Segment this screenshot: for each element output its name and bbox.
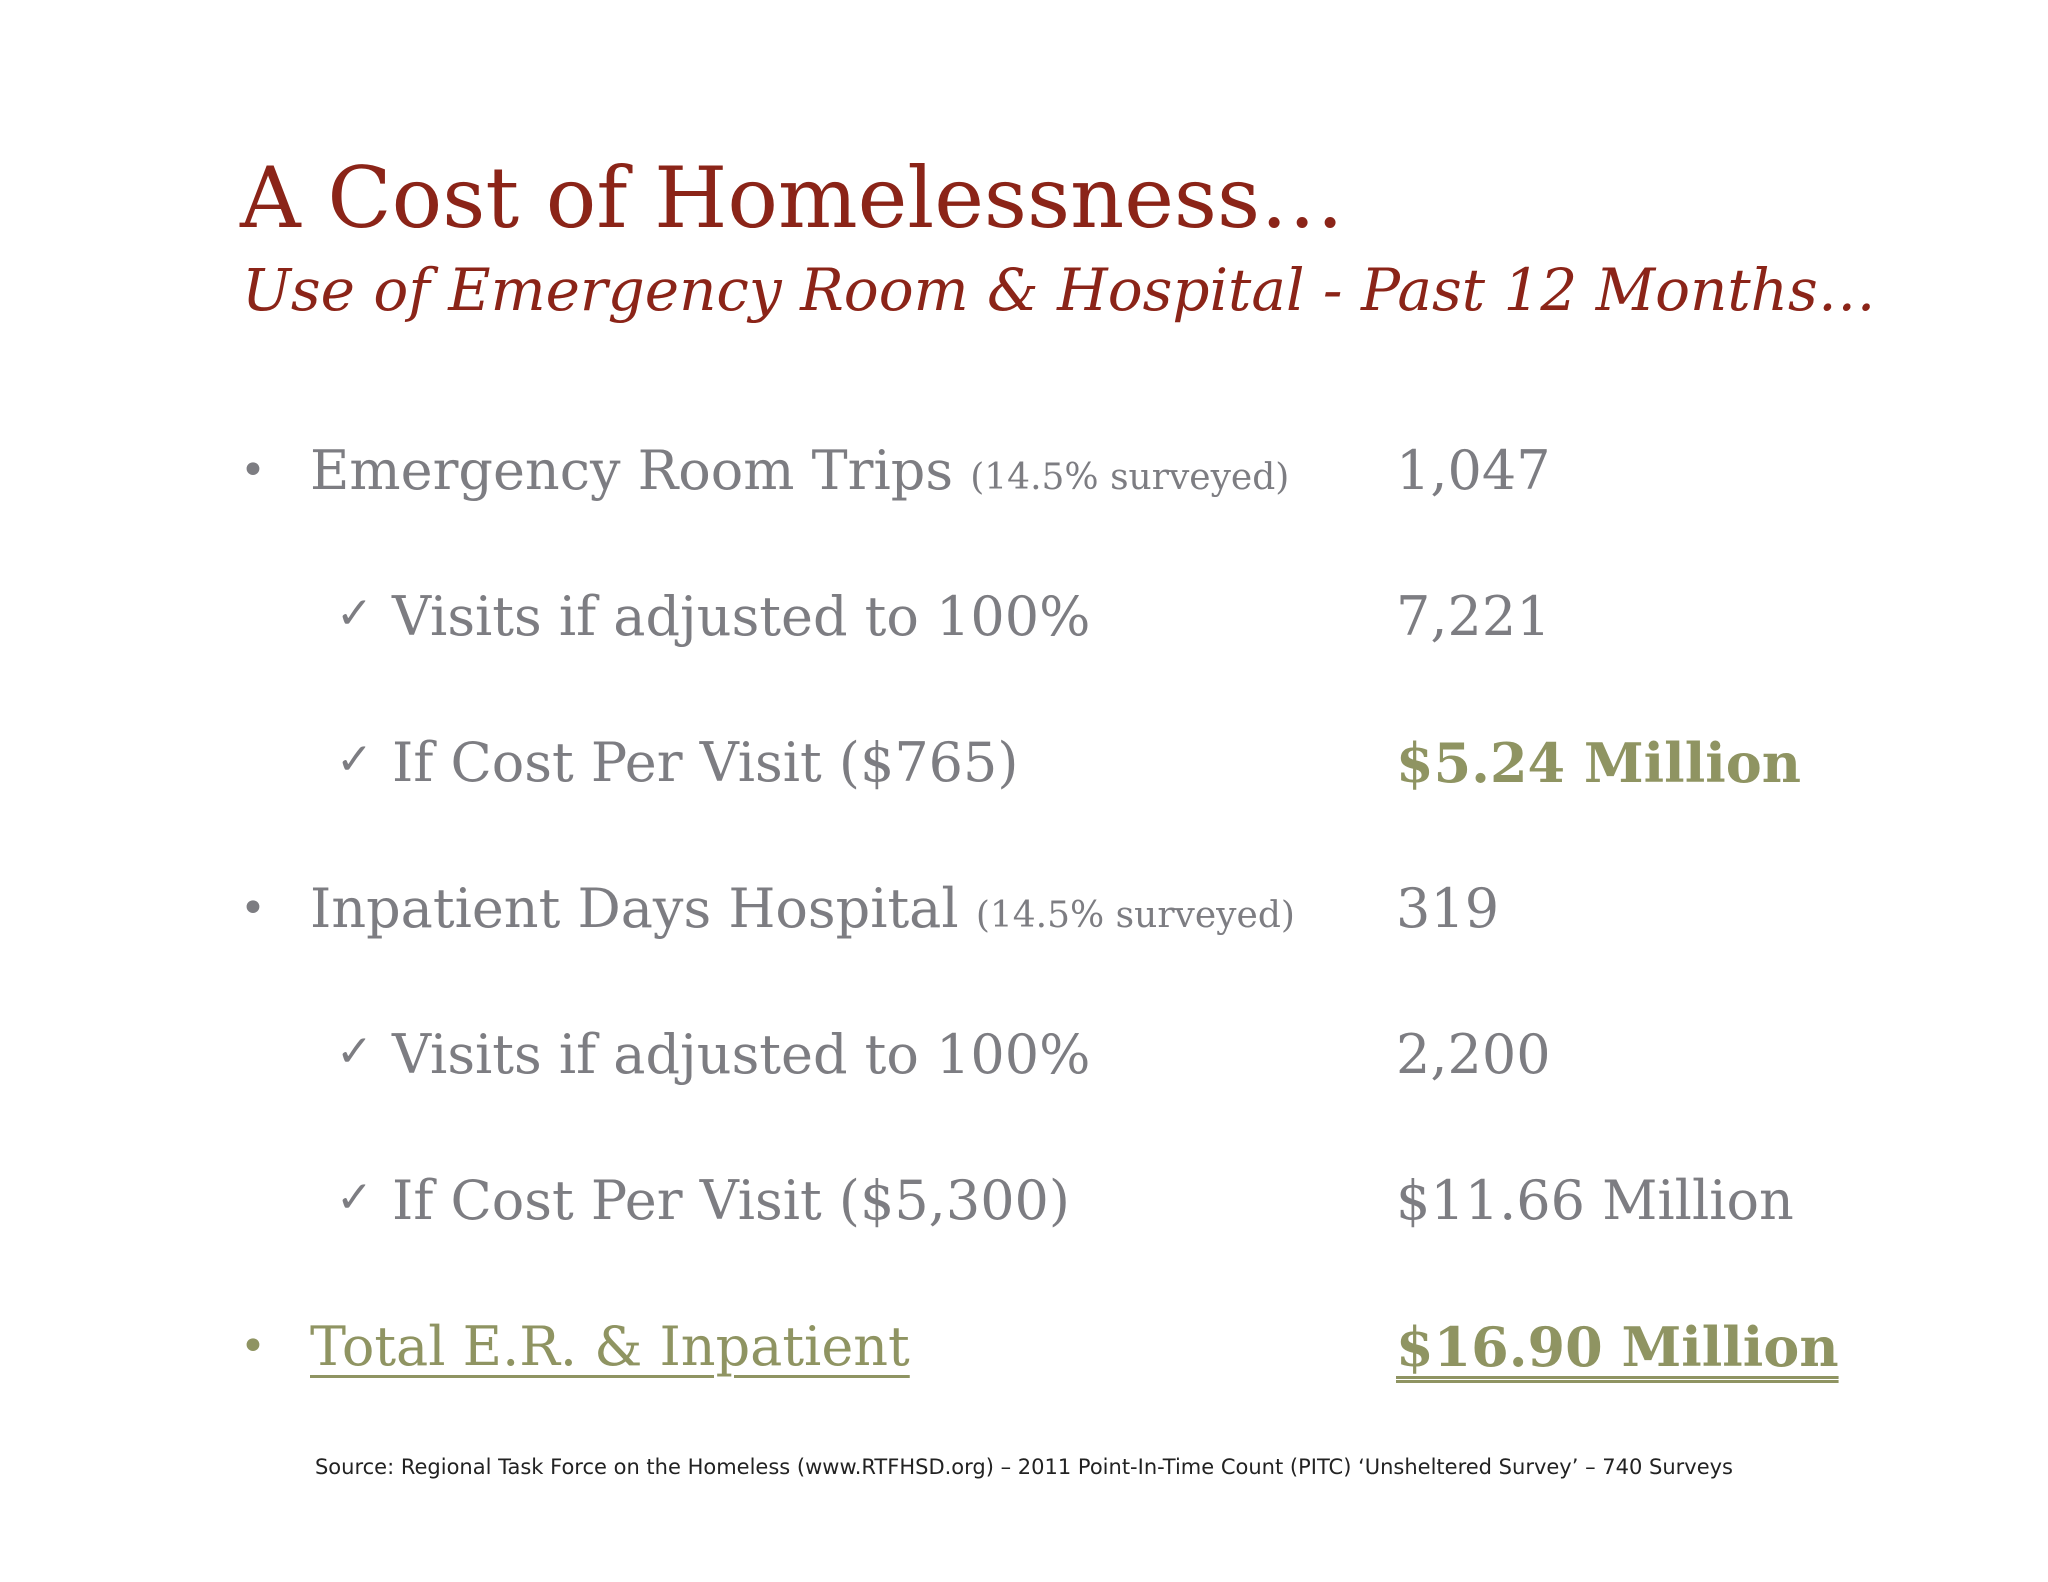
bullet-icon: • bbox=[240, 1321, 266, 1372]
total-label: Total E.R. & Inpatient bbox=[310, 1315, 910, 1378]
bullet-row-inpatient-days bbox=[0, 864, 2048, 954]
check-row-er-cost-per-visit bbox=[0, 718, 2048, 808]
row-value: 319 bbox=[1396, 877, 1500, 940]
bullet-row-total bbox=[0, 1302, 2048, 1392]
row-value: $11.66 Million bbox=[1396, 1169, 1794, 1232]
row-note: (14.5% surveyed) bbox=[970, 457, 1290, 498]
row-value: 2,200 bbox=[1396, 1023, 1551, 1086]
row-label bbox=[310, 426, 1289, 523]
checkmark-icon: ✓ bbox=[336, 1026, 373, 1077]
row-value: 7,221 bbox=[1396, 585, 1551, 648]
row-note: (14.5% surveyed) bbox=[975, 895, 1295, 936]
checkmark-icon: ✓ bbox=[336, 1172, 373, 1223]
checkmark-icon: ✓ bbox=[336, 734, 373, 785]
check-row-er-visits-adjusted bbox=[0, 572, 2048, 662]
row-label-text: Inpatient Days Hospital bbox=[310, 877, 959, 940]
source-citation: Source: Regional Task Force on the Homeless (www.RTFHSD.org) – 2011 Point-In-Time Count (PITC) ‘Unsheltered Survey’ – 740 Surveys bbox=[314, 1455, 1734, 1479]
bullet-icon: • bbox=[240, 445, 266, 496]
checkmark-icon: ✓ bbox=[336, 588, 373, 639]
row-label: Visits if adjusted to 100% bbox=[392, 1023, 1091, 1086]
row-value-highlight: $5.24 Million bbox=[1396, 731, 1801, 795]
row-label: If Cost Per Visit ($5,300) bbox=[392, 1169, 1070, 1232]
row-value: 1,047 bbox=[1396, 439, 1551, 502]
bullet-icon: • bbox=[240, 883, 266, 934]
slide-subtitle: Use of Emergency Room & Hospital - Past 12 Months… bbox=[242, 256, 1876, 324]
row-label: If Cost Per Visit ($765) bbox=[392, 731, 1019, 794]
row-label: Visits if adjusted to 100% bbox=[392, 585, 1091, 648]
check-row-inpatient-visits-adjusted bbox=[0, 1010, 2048, 1100]
bullet-row-emergency-room-trips bbox=[0, 426, 2048, 516]
slide-title: A Cost of Homelessness… bbox=[240, 149, 1345, 247]
total-value: $16.90 Million bbox=[1396, 1315, 1839, 1379]
row-label-text: Emergency Room Trips bbox=[310, 439, 954, 502]
check-row-inpatient-cost-per-visit bbox=[0, 1156, 2048, 1246]
row-label bbox=[310, 864, 1295, 961]
